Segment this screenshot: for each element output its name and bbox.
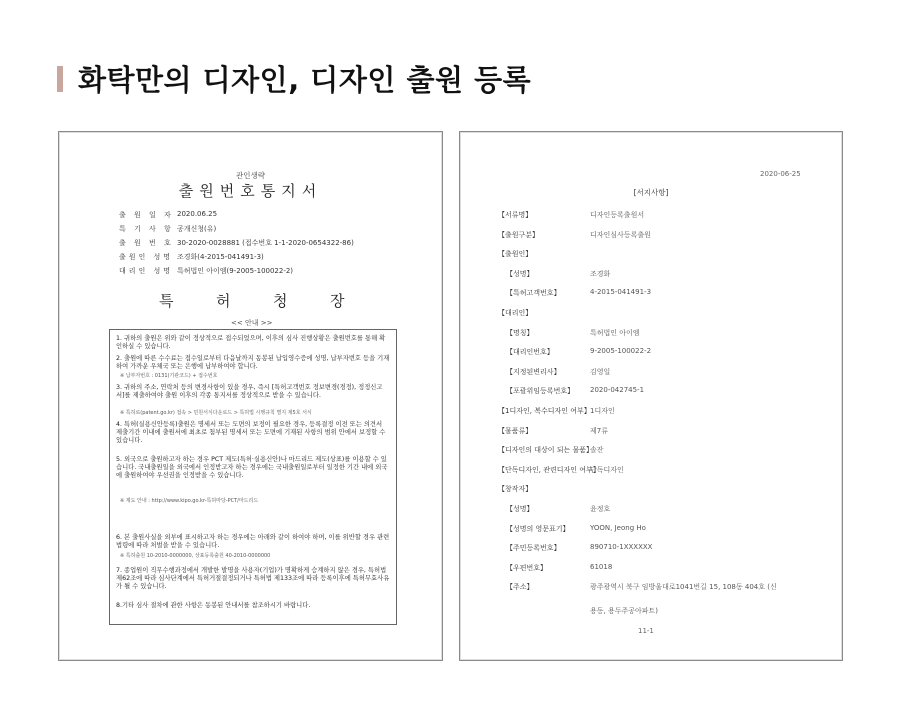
page-number: 11-1 — [638, 627, 654, 635]
field-label: 출 원 일 자 — [119, 211, 174, 219]
guide-label: << 안내 >> — [231, 319, 273, 327]
notice-item: 3. 귀하의 주소, 연락처 등의 변경사항이 있을 경우, 즉시 [특허고객번호 정보변경(경정), 정정신고서]를 제출하여야 출원 이후의 각종 통지서를 정상적으로 받을 수 있습니다. — [116, 384, 383, 400]
row-value: 제7류 — [590, 427, 608, 435]
notice-sub: ※ 납부자번호 : 0131(기관코드) + 접수번호 — [120, 373, 218, 379]
row-value: 1디자인 — [590, 407, 615, 415]
field-value: 조경화(4-2015-041491-3) — [177, 253, 264, 261]
row-value: 890710-1XXXXXX — [590, 543, 653, 551]
row-key: 【창작자】 — [498, 485, 533, 493]
row-key: 【명칭】 — [506, 329, 534, 337]
field-label: 출 원 번 호 — [119, 239, 174, 247]
notice-sub: ※ 제도 안내 : http://www.kipo.go.kr-특허마당-PCT/마드리드 — [120, 498, 259, 504]
notice-item: 6. 본 출원사실을 외부에 표시하고자 하는 경우에는 아래와 같이 하여야 하며, 이를 위반할 경우 관련법령에 따라 처벌을 받을 수 있습니다. — [116, 534, 390, 550]
notice-sub: ※ 특허출원 10-2010-0000000, 상표등록출원 40-2010-0000000 — [120, 553, 271, 559]
bibliographic-details-document — [459, 131, 843, 661]
row-key: 【1디자인, 복수디자인 여부】 — [498, 407, 591, 415]
row-key: 【특허고객번호】 — [506, 289, 561, 297]
row-key: 【주민등록번호】 — [506, 544, 561, 552]
doc-header: [서지사항] — [633, 188, 669, 197]
notice-item: 8.기타 심사 절차에 관한 사항은 동봉된 안내서를 참조하시기 바랍니다. — [116, 602, 311, 609]
title-accent-bar — [57, 66, 63, 92]
row-value: 특허법인 아이엠 — [590, 329, 640, 337]
notice-sub: ※ 특허로(patent.go.kr) 접속 > 민원서식다운로드 > 특허법 시행규칙 별지 제5호 서식 — [120, 410, 312, 416]
row-value: 광주광역시 북구 임방울대로1041번길 15, 108동 404호 (신 — [590, 583, 777, 591]
notice-item: 5. 외국으로 출원하고자 하는 경우 PCT 제도(특허·실용신안)나 마드리드 제도(상표)를 이용할 수 있습니다. 국내출원일을 외국에서 인정받고자 하는 경우에는 국내출원일로부터 일정한 기간 내에 외국에 출원하여야 우선권을 인정받을 수 있습니다. — [116, 456, 388, 480]
slide-title: 화탁만의 디자인, 디자인 출원 등록 — [78, 63, 532, 97]
notice-item: 7. 종업원이 직무수행과정에서 개발한 발명을 사용자(기업)가 명확하게 승계하지 않은 경우, 특허법 제62조에 따라 심사단계에서 특허거절결정되거나 특허법 제133조에 따라 등록이후에 특허무효사유가 될 수 있습니다. — [116, 567, 390, 591]
row-key: 【물품류】 — [498, 427, 533, 435]
row-value: 9-2005-100022-2 — [590, 347, 652, 355]
row-key: 【주소】 — [506, 583, 534, 591]
row-key: 【대리인】 — [498, 309, 533, 317]
office-char: 특 — [159, 292, 174, 310]
row-key: 【성명】 — [506, 505, 534, 513]
notice-item: 1. 귀하의 출원은 위와 같이 정상적으로 접수되었으며, 이후의 심사 진행상황은 출원번호를 통해 확인하실 수 있습니다. — [116, 335, 386, 351]
field-label: 특 기 사 항 — [119, 225, 174, 233]
office-char: 허 — [216, 292, 231, 310]
row-value: 4-2015-041491-3 — [590, 288, 652, 296]
row-key: 【우편번호】 — [506, 564, 548, 572]
office-char: 청 — [273, 292, 288, 310]
doc-sub-header: 관인생략 — [236, 171, 265, 180]
row-key: 【지정된변리사】 — [506, 368, 561, 376]
application-number-notice-document — [58, 131, 443, 661]
row-value: 61018 — [590, 563, 613, 571]
field-value: 30-2020-0028881 (접수번호 1-1-2020-0654322-86) — [177, 239, 354, 247]
row-value: 솔잔 — [590, 446, 604, 454]
row-key: 【출원인】 — [498, 250, 533, 258]
row-value: 디자인심사등록출원 — [590, 231, 651, 239]
row-key: 【단독디자인, 관련디자인 여부】 — [498, 466, 600, 474]
row-key: 【대리인번호】 — [506, 348, 554, 356]
row-key: 【디자인의 대상이 되는 물품】 — [498, 446, 594, 454]
address-continuation: 용동, 용두주공아파트) — [590, 607, 659, 615]
field-value: 공개신청(유) — [177, 225, 217, 233]
field-label: 출원인 성명 — [119, 253, 174, 261]
doc-title: 출원번호통지서 — [178, 182, 323, 200]
row-value: 윤정호 — [590, 505, 611, 513]
row-value: 김영일 — [590, 368, 611, 376]
row-value: YOON, Jeong Ho — [590, 524, 646, 532]
row-key: 【서류명】 — [498, 211, 533, 219]
notice-box — [109, 329, 397, 625]
row-key: 【성명의 영문표기】 — [506, 525, 570, 533]
row-value: 디자인등록출원서 — [590, 211, 645, 219]
row-value: 조경화 — [590, 270, 611, 278]
row-key: 【포괄위임등록번호】 — [506, 387, 575, 395]
notice-item: 2. 출원에 따른 수수료는 접수일로부터 다음날까지 동봉된 납입영수증에 성명, 납부자번호 등을 기재하여 가까운 우체국 또는 은행에 납부하여야 합니다. — [116, 355, 390, 371]
notice-item: 4. 특허(실용신안등록)출원은 명세서 또는 도면의 보정이 필요한 경우, 등록결정 이전 또는 의견서 제출기간 이내에 출원서에 최초로 첨부된 명세서 또는 도면에 기재된 사항의 범위 안에서 보정할 수 있습니다. — [116, 421, 386, 445]
row-key: 【출원구분】 — [498, 231, 540, 239]
field-label: 대리인 성명 — [119, 267, 174, 275]
doc-date: 2020-06-25 — [760, 170, 801, 178]
row-key: 【성명】 — [506, 270, 534, 278]
row-value: 단독디자인 — [590, 466, 624, 474]
row-value: 2020-042745-1 — [590, 386, 645, 394]
field-value: 특허법인 아이엠(9-2005-100022-2) — [177, 267, 294, 275]
field-value: 2020.06.25 — [177, 210, 218, 218]
office-char: 장 — [330, 292, 345, 310]
